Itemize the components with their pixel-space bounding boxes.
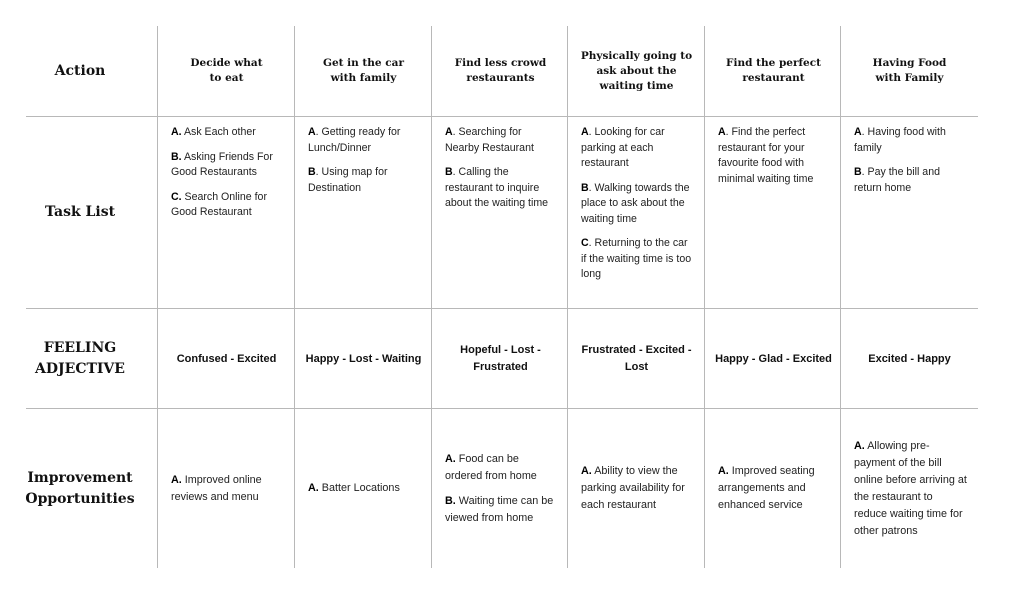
row-label-improvement-opportunities	[12, 409, 148, 568]
stage-header-text	[455, 56, 547, 86]
stage-header-line: with Family	[875, 72, 944, 84]
improvement-item-text: Ability to view the parking availability for each restaurant	[581, 465, 685, 511]
task-list-find-the-perfect-restaurant	[705, 116, 842, 308]
task-list-get-in-the-car-with-family	[295, 116, 432, 308]
task-item-letter: A	[445, 126, 453, 138]
task-item-text: . Returning to the car if the waiting time is too long	[581, 237, 692, 280]
stage-header-line: Find the perfect	[726, 57, 821, 69]
feeling-having-food-with-family	[841, 309, 978, 409]
stage-header-find-the-perfect-restaurant	[705, 26, 842, 116]
improvement-having-food-with-family	[841, 409, 978, 568]
stage-header-having-food-with-family	[841, 26, 978, 116]
stage-header-text	[873, 56, 947, 86]
task-item	[171, 190, 283, 221]
task-item	[445, 165, 557, 212]
stage-header-line: restaurant	[742, 72, 805, 84]
improvement-item-letter: A.	[581, 465, 592, 477]
task-item-letter: B	[445, 166, 453, 178]
improvement-item-text: Food can be ordered from home	[445, 452, 537, 482]
improvement-physically-going-to-ask-about-the-waiting-time	[568, 409, 705, 568]
task-item-letter: A	[581, 126, 589, 138]
task-item	[171, 125, 283, 141]
task-list-decide-what-to-eat	[158, 116, 295, 308]
feeling-get-in-the-car-with-family	[295, 309, 432, 409]
task-item	[581, 236, 693, 283]
feeling-text: Happy - Lost - Waiting	[305, 352, 422, 365]
feeling-text: Confused - Excited	[176, 352, 277, 365]
improvement-item-letter: A.	[308, 482, 319, 494]
improvement-list	[854, 438, 968, 540]
row-label-task-list-text: Task List	[44, 203, 116, 220]
stage-header-text	[190, 56, 262, 86]
stage-header-line: restaurants	[466, 72, 535, 84]
task-item-text: . Having food with family	[854, 126, 946, 154]
task-item	[854, 165, 966, 196]
row-label-task-list	[12, 116, 148, 308]
improvement-item-letter: B.	[445, 494, 456, 507]
stage-header-text	[581, 49, 692, 94]
improvement-list	[718, 463, 832, 514]
improvement-list	[308, 480, 400, 497]
feeling-find-less-crowd-restaurants	[432, 309, 569, 409]
row-label-action-text: Action	[54, 62, 106, 79]
stage-header-find-less-crowd-restaurants	[432, 26, 569, 116]
row-label-action	[12, 26, 148, 116]
task-item-letter: B	[308, 166, 316, 178]
feeling-text: Hopeful - Lost - Frustrated	[460, 344, 541, 373]
stage-header-line: to eat	[209, 72, 244, 84]
improvement-find-less-crowd-restaurants	[432, 409, 569, 568]
task-item-letter: A	[308, 126, 316, 138]
task-list-find-less-crowd-restaurants	[432, 116, 569, 308]
task-item	[718, 125, 830, 187]
improvement-item-text: Batter Locations	[318, 482, 400, 494]
task-item-text: . Walking towards the place to ask about the waiting time	[581, 181, 690, 225]
row-label-improvement-line1: Improvement	[27, 469, 133, 486]
row-label-improvement-line2: Opportunities	[25, 490, 135, 507]
improvement-item-letter: A.	[854, 439, 865, 452]
task-item-text: . Looking for car parking at each restaurant	[581, 126, 665, 169]
improvement-list	[445, 451, 559, 527]
improvement-item-letter: A.	[445, 452, 456, 465]
improvement-list	[581, 463, 695, 514]
feeling-text: Excited - Happy	[868, 352, 951, 365]
improvement-item	[718, 463, 832, 514]
task-list-having-food-with-family	[841, 116, 978, 308]
improvement-item	[445, 493, 559, 527]
task-list-physically-going-to-ask-about-the-waiting-time	[568, 116, 705, 308]
feeling-find-the-perfect-restaurant	[705, 309, 842, 409]
stage-header-physically-going-to-ask-about-the-waiting-time	[568, 26, 705, 116]
task-item-letter: B	[854, 166, 862, 178]
stage-header-line: Decide what	[190, 57, 263, 69]
stage-header-line: ask about the	[596, 64, 677, 77]
task-item-text: . Calling the restaurant to inquire about the waiting time	[445, 166, 549, 209]
task-item	[308, 165, 420, 196]
row-label-feeling-line2: ADJECTIVE	[35, 361, 125, 377]
task-item-text: Search Online for Good Restaurant	[171, 190, 267, 218]
stage-header-line: Physically going to	[580, 49, 693, 62]
stage-header-line: Find less crowd	[454, 57, 547, 69]
task-item-text: . Pay the bill and return home	[854, 166, 940, 194]
improvement-item	[171, 472, 285, 506]
improvement-item-letter: A.	[718, 465, 729, 477]
stage-header-line: with family	[330, 72, 397, 84]
stage-header-line: Get in the car	[323, 57, 404, 69]
improvement-get-in-the-car-with-family	[295, 409, 432, 568]
task-item-text: . Find the perfect restaurant for your favourite food with minimal waiting time	[718, 126, 814, 185]
stage-header-line: Having Food	[872, 57, 947, 69]
task-item-text: . Searching for Nearby Restaurant	[445, 126, 534, 154]
task-item	[171, 150, 283, 181]
task-item-letter: A	[854, 126, 862, 138]
stage-header-decide-what-to-eat	[158, 26, 295, 116]
stage-header-text	[726, 56, 821, 86]
task-item-letter: C.	[171, 190, 182, 203]
task-item-letter: A	[718, 126, 726, 138]
stage-header-text	[323, 56, 404, 86]
row-label-feeling-adjective	[12, 309, 148, 409]
improvement-find-the-perfect-restaurant	[705, 409, 842, 568]
improvement-item-text: Allowing pre-payment of the bill online before arriving at the restaurant to reduce waiting time for other patrons	[854, 439, 967, 537]
improvement-list	[171, 472, 285, 506]
task-item	[308, 125, 420, 156]
improvement-item-text: Improved seating arrangements and enhanced service	[718, 465, 815, 511]
task-item-letter: B.	[171, 150, 182, 163]
feeling-decide-what-to-eat	[158, 309, 295, 409]
improvement-item	[445, 451, 559, 485]
improvement-item	[308, 480, 400, 497]
improvement-item-text: Waiting time can be viewed from home	[445, 494, 554, 524]
improvement-item	[854, 438, 968, 540]
stage-header-line: waiting time	[599, 79, 674, 92]
row-label-feeling-line1: FEELING	[43, 340, 117, 356]
task-item	[445, 125, 557, 156]
improvement-item	[581, 463, 695, 514]
feeling-text: Frustrated - Excited - Lost	[581, 344, 692, 373]
feeling-text: Happy - Glad - Excited	[715, 352, 832, 365]
task-item-text: . Getting ready for Lunch/Dinner	[308, 126, 401, 154]
task-item-text: . Using map for Destination	[308, 166, 388, 194]
task-item-letter: C	[581, 237, 589, 249]
stage-header-get-in-the-car-with-family	[295, 26, 432, 116]
task-item	[581, 125, 693, 172]
improvement-item-text: Improved online reviews and menu	[171, 473, 262, 503]
feeling-physically-going-to-ask-about-the-waiting-time	[568, 309, 705, 409]
task-item	[854, 125, 966, 156]
task-item-letter: B	[581, 181, 589, 194]
improvement-decide-what-to-eat	[158, 409, 295, 568]
improvement-item-letter: A.	[171, 473, 182, 486]
task-item-text: Ask Each other	[181, 126, 256, 138]
task-item-text: Asking Friends For Good Restaurants	[171, 150, 273, 178]
task-item	[581, 181, 693, 228]
task-item-letter: A.	[171, 126, 182, 138]
